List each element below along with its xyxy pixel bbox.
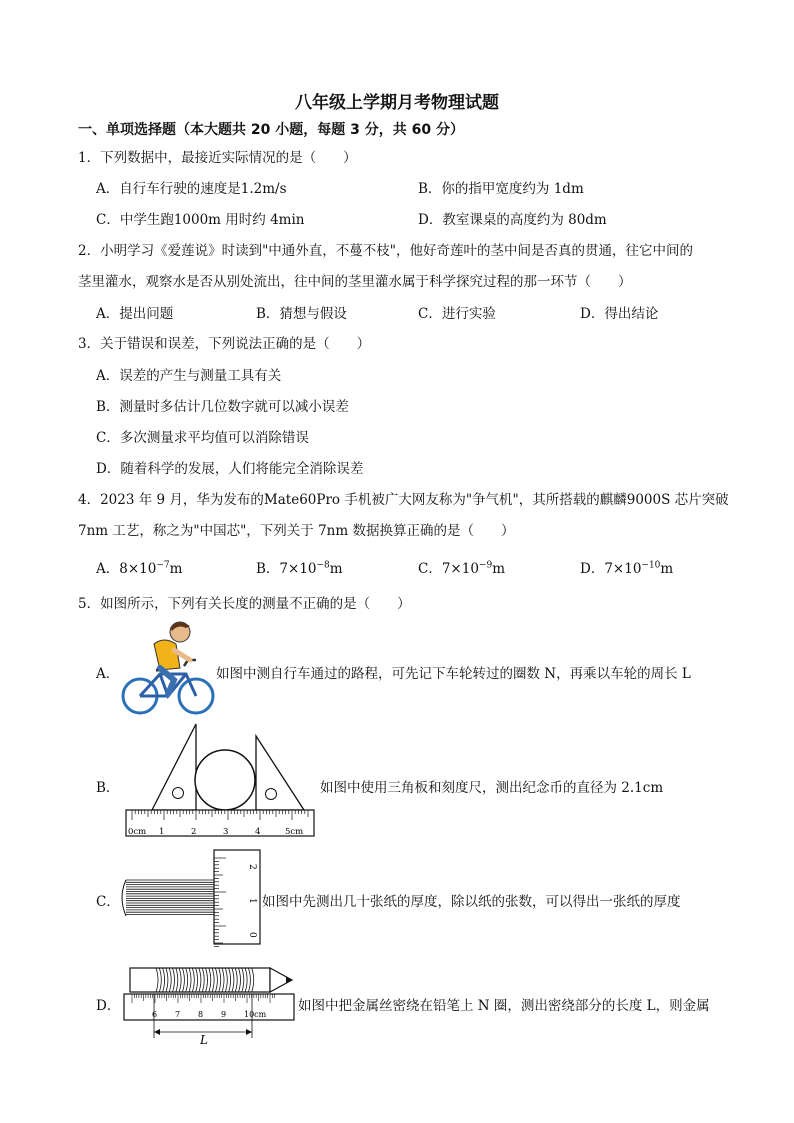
ruler-c-label: 0 [247, 932, 257, 938]
paper-stack-lines [122, 880, 214, 916]
paper-stack-figure [118, 848, 264, 946]
question-2-option-c: C．进行实验 [418, 306, 496, 322]
ruler-d-label: 8 [198, 1010, 204, 1019]
question-2-option-b: B．猜想与假设 [256, 306, 347, 322]
question-4-line-1: 4．2023 年 9 月，华为发布的Mate60Pro 手机被广大网友称为"争气机"，其所搭载的麒麟9000S 芯片突破 [78, 492, 729, 508]
ruler-d-label: 6 [152, 1010, 158, 1019]
question-2-line-1: 2．小明学习《爱莲说》时读到"中通外直，不蔓不枝"，他好奇莲叶的茎中间是否真的贯通，往它中间的 [78, 243, 694, 259]
question-1-option-c: C．中学生跑1000m 用时约 4min [96, 212, 305, 228]
question-5-option-a-text: 如图中测自行车通过的路程，可先记下车轮转过的圈数 N，再乘以车轮的周长 L [216, 666, 691, 682]
question-1-stem: 1．下列数据中，最接近实际情况的是（ ） [78, 150, 357, 166]
question-4-option-c: C．$7\times 10^{-9}m$ [418, 560, 506, 577]
ruler-d-label: 7 [175, 1010, 181, 1019]
ruler-b-label: 0cm [128, 827, 147, 837]
question-5-option-d-label: D． [96, 998, 121, 1014]
question-5-stem: 5．如图所示，下列有关长度的测量不正确的是（ ） [78, 596, 411, 612]
question-3-option-a: A．误差的产生与测量工具有关 [96, 368, 282, 384]
question-4-option-d: D．$7\times 10^{-10}m$ [580, 560, 674, 577]
question-3-option-b: B．测量时多估计几位数字就可以减小误差 [96, 399, 349, 415]
question-5-option-b-label: B． [96, 780, 120, 796]
question-2-option-a: A．提出问题 [96, 306, 174, 322]
ruler-b-label: 3 [223, 827, 229, 837]
paper-stack-curve [122, 880, 126, 916]
question-5-option-a-label: A． [96, 666, 120, 682]
question-4-option-b: B．$7\times 10^{-8}m$ [256, 560, 343, 577]
ruler-d-label: 9 [221, 1010, 227, 1019]
question-3-stem: 3．关于错误和误差，下列说法正确的是（ ） [78, 336, 371, 352]
question-3-option-d: D．随着科学的发展，人们将能完全消除误差 [96, 461, 364, 477]
page-title: 八年级上学期月考物理试题 [295, 93, 499, 113]
question-4-option-a: A．$8\times 10^{-7}m$ [96, 560, 183, 577]
cyclist-illustration [118, 618, 218, 718]
question-5-option-c-text: 如图中先测出几十张纸的厚度，除以纸的张数，可以得出一张纸的厚度 [262, 894, 681, 910]
question-2-option-d: D．得出结论 [580, 306, 659, 322]
ruler-d-label: 10cm [244, 1010, 267, 1019]
section-heading: 一、单项选择题（本大题共 20 小题，每题 3 分，共 60 分） [78, 122, 464, 138]
ruler-c-label: 2 [247, 864, 257, 870]
ruler-b-label: 5cm [285, 827, 304, 837]
question-1-option-b: B．你的指甲宽度约为 1dm [418, 181, 584, 197]
question-1-option-a: A．自行车行驶的速度是1.2m/s [96, 181, 287, 197]
ruler-b-label: 2 [191, 827, 197, 837]
ruler-c-label: 1 [247, 898, 257, 904]
question-5-option-c-label: C． [96, 894, 120, 910]
length-symbol-l: L [200, 1033, 208, 1047]
coin-diameter-figure [120, 724, 320, 842]
question-3-option-c: C．多次测量求平均值可以消除错误 [96, 430, 309, 446]
ruler-b-label: 1 [159, 827, 165, 837]
question-2-line-2: 茎里灌水，观察水是否从别处流出，往中间的茎里灌水属于科学探究过程的那一环节（ ） [78, 274, 632, 290]
question-1-option-d: D．教室课桌的高度约为 80dm [418, 212, 607, 228]
ruler-b-label: 4 [255, 827, 261, 837]
question-5-option-b-text: 如图中使用三角板和刻度尺，测出纪念币的直径为 2.1cm [320, 780, 664, 796]
question-5-option-d-text: 如图中把金属丝密绕在铅笔上 N 圈，测出密绕部分的长度 L，则金属 [298, 998, 710, 1014]
question-4-line-2: 7nm 工艺，称之为"中国芯"，下列关于 7nm 数据换算正确的是（ ） [78, 523, 515, 539]
wire-coil-figure [120, 962, 296, 1046]
